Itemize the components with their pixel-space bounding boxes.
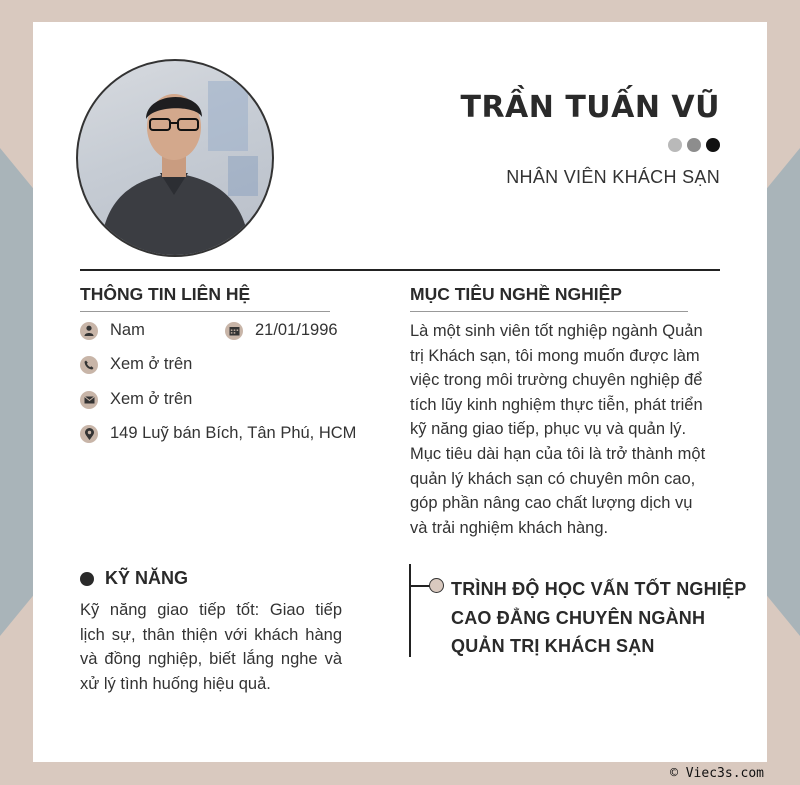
calendar-icon [225,322,243,340]
rating-dot-2 [687,138,701,152]
objective-line: Mục tiêu dài hạn của tôi là trở thành một [410,444,706,463]
education-line: TRÌNH ĐỘ HỌC VẤN TỐT NGHIỆP [451,579,747,599]
gender-value: Nam [110,321,145,339]
skills-line: và đồng nghiệp, biết lắng nghe và [80,650,342,669]
objective-line: góp phần nâng cao chất lượng dịch vụ [410,494,693,513]
objective-line: quản lý khách sạn có chuyên môn cao, [410,469,696,488]
user-icon [80,322,98,340]
skills-title-text: KỸ NĂNG [105,568,189,588]
profile-photo [76,59,274,257]
objective-line: và trải nghiệm khách hàng. [410,518,609,537]
skills-line: xử lý tình huống hiệu quả. [80,674,271,693]
education-timeline-tick [409,585,431,587]
location-pin-icon [80,425,98,443]
phone-value: Xem ở trên [110,355,193,373]
objective-line: kỹ năng giao tiếp, phục vụ và quản lý. [410,420,687,439]
rating-dot-1 [668,138,682,152]
job-title: NHÂN VIÊN KHÁCH SẠN [506,167,720,187]
contact-email [80,390,192,409]
objective-line: tích lũy kinh nghiệm thực tiễn, phát triển [410,395,703,414]
candidate-name: TRẦN TUẤN VŨ [460,90,720,125]
objective-line: Là một sinh viên tốt nghiệp ngành Quản [410,322,703,340]
contact-section-title: THÔNG TIN LIÊN HỆ [80,284,330,312]
header-divider [80,269,720,271]
contact-address [80,424,356,443]
rating-dot-3 [706,138,720,152]
education-text [451,575,746,661]
rating-dots [668,138,720,152]
skills-section-title [80,568,188,589]
email-value: Xem ở trên [110,390,193,408]
birthday-value: 21/01/1996 [255,321,338,339]
person-photo-illustration [78,61,272,255]
contact-gender [80,321,145,340]
resume-card [33,22,767,762]
education-timeline-line [409,564,411,657]
address-value: 149 Luỹ bán Bích, Tân Phú, HCM [110,424,357,442]
education-line: QUẢN TRỊ KHÁCH SẠN [451,636,655,656]
bullet-icon [80,572,94,586]
objective-line: trị Khách sạn, tôi mong muốn được làm [410,346,700,365]
watermark: © Viec3s.com [670,766,764,781]
education-line: CAO ĐẲNG CHUYÊN NGÀNH [451,607,706,628]
contact-phone [80,355,192,374]
objective-section-title: MỤC TIÊU NGHỀ NGHIỆP [410,284,688,312]
skills-text [80,598,342,696]
education-timeline-node [429,578,444,593]
contact-birthday [225,321,338,340]
mail-icon [80,391,98,409]
phone-icon [80,356,98,374]
skills-line: lịch sự, thân thiện với khách hàng [80,625,342,644]
objective-line: việc trong môi trường chuyên nghiệp để [410,371,703,390]
objective-text [410,319,730,540]
skills-line: Kỹ năng giao tiếp tốt: Giao tiếp [80,601,342,619]
